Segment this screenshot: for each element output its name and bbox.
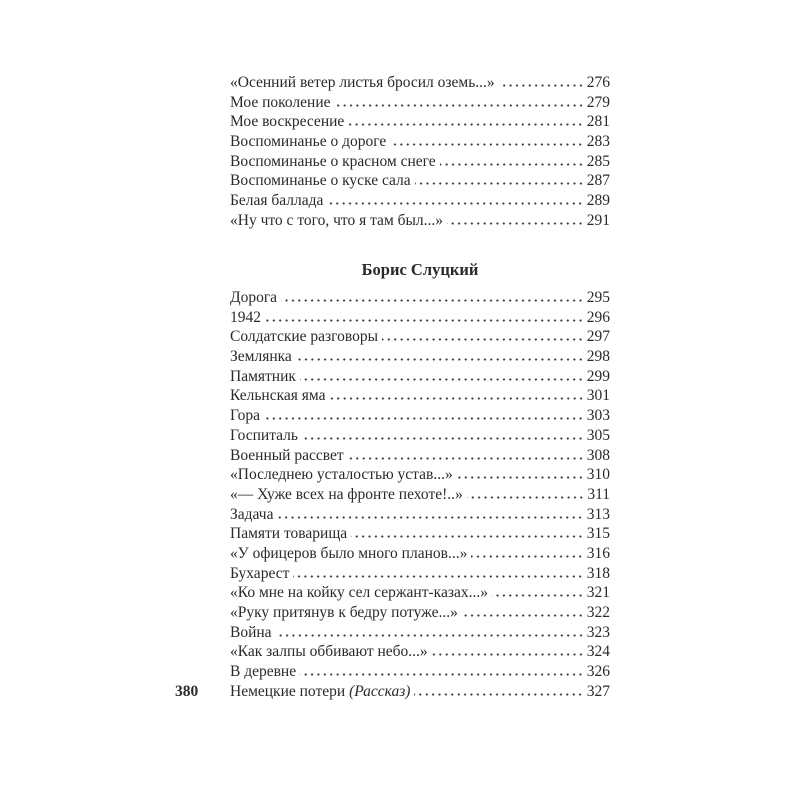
entry-title: [230, 603, 462, 623]
entry-title-text: Белая баллада: [230, 192, 324, 210]
dot-leader: [348, 123, 583, 126]
toc-entry: [230, 347, 610, 367]
entry-page-number: 301: [586, 387, 610, 405]
toc-entry: [230, 73, 610, 93]
dot-leader: [300, 378, 584, 381]
toc-entry: [230, 426, 610, 446]
toc-entry: [230, 524, 610, 544]
toc-entry: [230, 308, 610, 328]
entry-title: [230, 112, 348, 132]
toc-entry: [230, 465, 610, 485]
entry-title-text: Землянка: [230, 348, 292, 366]
page-number: 380: [175, 683, 199, 700]
toc-entry: [230, 171, 610, 191]
entry-title-text: Гора: [230, 407, 260, 425]
entry-page-number: 327: [586, 682, 610, 700]
entry-title-text: Бухарест: [230, 564, 290, 582]
toc-entry: [230, 112, 610, 132]
dot-leader: [467, 496, 585, 499]
entry-title: [230, 682, 414, 702]
entry-title-text: «Ну что с того, что я там был...»: [230, 211, 444, 229]
dot-leader: [447, 222, 584, 225]
entry-title: [230, 171, 415, 191]
dot-leader: [302, 437, 584, 440]
dot-leader: [499, 84, 584, 87]
entry-page-number: 291: [586, 211, 610, 229]
entry-page-number: 285: [586, 152, 610, 170]
dot-leader: [264, 417, 584, 420]
entry-title: [230, 623, 276, 643]
toc-entry: [230, 485, 610, 505]
dot-leader: [390, 143, 583, 146]
toc-entry: [230, 288, 610, 308]
entry-title-text: Воспоминанье о дороге: [230, 133, 387, 151]
toc-entry: [230, 132, 610, 152]
entry-page-number: 283: [586, 133, 610, 151]
toc-entry: [230, 603, 610, 623]
dot-leader: [293, 575, 583, 578]
dot-leader: [265, 319, 584, 322]
entry-page-number: 305: [586, 426, 610, 444]
entry-title-text: «Как залпы оббивают небо...»: [230, 643, 428, 661]
toc-entry: [230, 682, 610, 702]
entry-title: [230, 465, 457, 485]
entry-page-number: 313: [586, 505, 610, 523]
toc-entry: [230, 642, 610, 662]
entry-title-text: 1942: [230, 308, 261, 326]
entry-page-number: 281: [586, 113, 610, 131]
entry-title: [230, 347, 296, 367]
entry-title: [230, 288, 281, 308]
dot-leader: [327, 202, 583, 205]
dot-leader: [351, 535, 584, 538]
entry-page-number: 315: [586, 525, 610, 543]
toc-entry: [230, 505, 610, 525]
entry-title: [230, 73, 499, 93]
entry-title-text: Воспоминанье о красном снеге: [230, 152, 436, 170]
entry-title: [230, 308, 265, 328]
entry-page-number: 287: [586, 172, 610, 190]
entry-title-text: Военный рассвет: [230, 446, 344, 464]
entry-title: [230, 544, 471, 564]
entry-title-text: Памятник: [230, 367, 296, 385]
dot-leader: [382, 338, 584, 341]
entry-title-text: Воспоминанье о куске сала: [230, 172, 411, 190]
toc-entry: [230, 191, 610, 211]
entry-subtitle: (Рассказ): [349, 682, 411, 700]
entry-title-text: «Последнею усталостью устав...»: [230, 466, 453, 484]
entry-title-text: Немецкие потери: [230, 682, 346, 700]
entry-page-number: 295: [586, 289, 610, 306]
toc-entry: [230, 386, 610, 406]
dot-leader: [330, 397, 584, 400]
entry-title: [230, 583, 492, 603]
entry-title-text: «Руку притянув к бедру потуже...»: [230, 604, 458, 621]
dot-leader: [277, 516, 583, 519]
entry-title: [230, 485, 467, 505]
toc-section-2: [230, 288, 610, 701]
entry-title-text: «Осенний ветер листья бросил оземь...»: [230, 74, 495, 91]
dot-leader: [457, 476, 584, 479]
entry-title: [230, 386, 330, 406]
entry-page-number: 298: [586, 348, 610, 366]
entry-title: [230, 426, 302, 446]
entry-title-text: «Ко мне на койку сел сержант-казах...»: [230, 584, 488, 602]
entry-page-number: 321: [586, 584, 610, 602]
entry-title: [230, 327, 382, 347]
toc-entry: [230, 93, 610, 113]
entry-title-text: Госпиталь: [230, 426, 298, 444]
toc-entry: [230, 564, 610, 584]
dot-leader: [432, 653, 584, 656]
dot-leader: [296, 358, 584, 361]
toc-entry: [230, 152, 610, 172]
entry-title: [230, 191, 327, 211]
entry-page-number: 299: [586, 367, 610, 385]
entry-page-number: 310: [586, 466, 610, 484]
entry-title: [230, 152, 440, 172]
entry-page-number: 326: [586, 663, 610, 681]
entry-page-number: 308: [586, 446, 610, 464]
entry-title-text: Война: [230, 623, 272, 641]
entry-page-number: 279: [586, 93, 610, 111]
dot-leader: [300, 673, 584, 676]
entry-page-number: 297: [586, 328, 610, 346]
entry-title-text: «У офицеров было много планов...»: [230, 544, 468, 562]
entry-page-number: 318: [586, 564, 610, 582]
entry-title: [230, 93, 335, 113]
entry-title-text: Задача: [230, 505, 274, 523]
entry-title: [230, 367, 300, 387]
entry-title: [230, 662, 300, 682]
toc-entry: [230, 327, 610, 347]
entry-title: [230, 211, 447, 231]
entry-title-text: Дорога: [230, 289, 278, 306]
entry-title: [230, 132, 390, 152]
author-heading: Борис Слуцкий: [361, 260, 479, 279]
entry-title-text: В деревне: [230, 663, 297, 681]
dot-leader: [348, 457, 584, 460]
entry-page-number: 324: [586, 643, 610, 661]
entry-page-number: 276: [586, 74, 610, 91]
dot-leader: [440, 163, 584, 166]
entry-page-number: 316: [586, 544, 610, 562]
entry-title: [230, 406, 264, 426]
entry-title: [230, 505, 277, 525]
toc-entry: [230, 367, 610, 387]
entry-title-text: Мое воскресение: [230, 113, 345, 131]
entry-page-number: 323: [586, 623, 610, 641]
entry-title-text: Кельнская яма: [230, 387, 326, 405]
toc-entry: [230, 406, 610, 426]
toc-entry: [230, 623, 610, 643]
entry-title-text: «— Хуже всех на фронте пехоте!..»: [230, 485, 463, 503]
entry-title: [230, 524, 351, 544]
entry-page-number: 303: [586, 407, 610, 425]
dot-leader: [492, 594, 584, 597]
entry-page-number: 289: [586, 192, 610, 210]
toc-entry: [230, 583, 610, 603]
toc-entry: [230, 544, 610, 564]
dot-leader: [462, 614, 584, 617]
entry-title-text: Мое поколение: [230, 93, 331, 111]
entry-title: [230, 446, 348, 466]
entry-page-number: 311: [587, 485, 610, 503]
entry-title: [230, 642, 432, 662]
dot-leader: [276, 634, 584, 637]
toc-entry: [230, 446, 610, 466]
toc-entry: [230, 662, 610, 682]
dot-leader: [415, 182, 584, 185]
toc-section-1: [230, 73, 610, 231]
entry-page-number: 322: [586, 604, 610, 621]
entry-title: [230, 564, 293, 584]
dot-leader: [335, 104, 584, 107]
entry-title-text: Солдатские разговоры: [230, 328, 379, 346]
entry-page-number: 296: [586, 308, 610, 326]
dot-leader: [281, 299, 584, 302]
dot-leader: [471, 555, 583, 558]
toc-entry: [230, 211, 610, 231]
dot-leader: [414, 693, 583, 696]
entry-title-text: Памяти товарища: [230, 525, 348, 543]
